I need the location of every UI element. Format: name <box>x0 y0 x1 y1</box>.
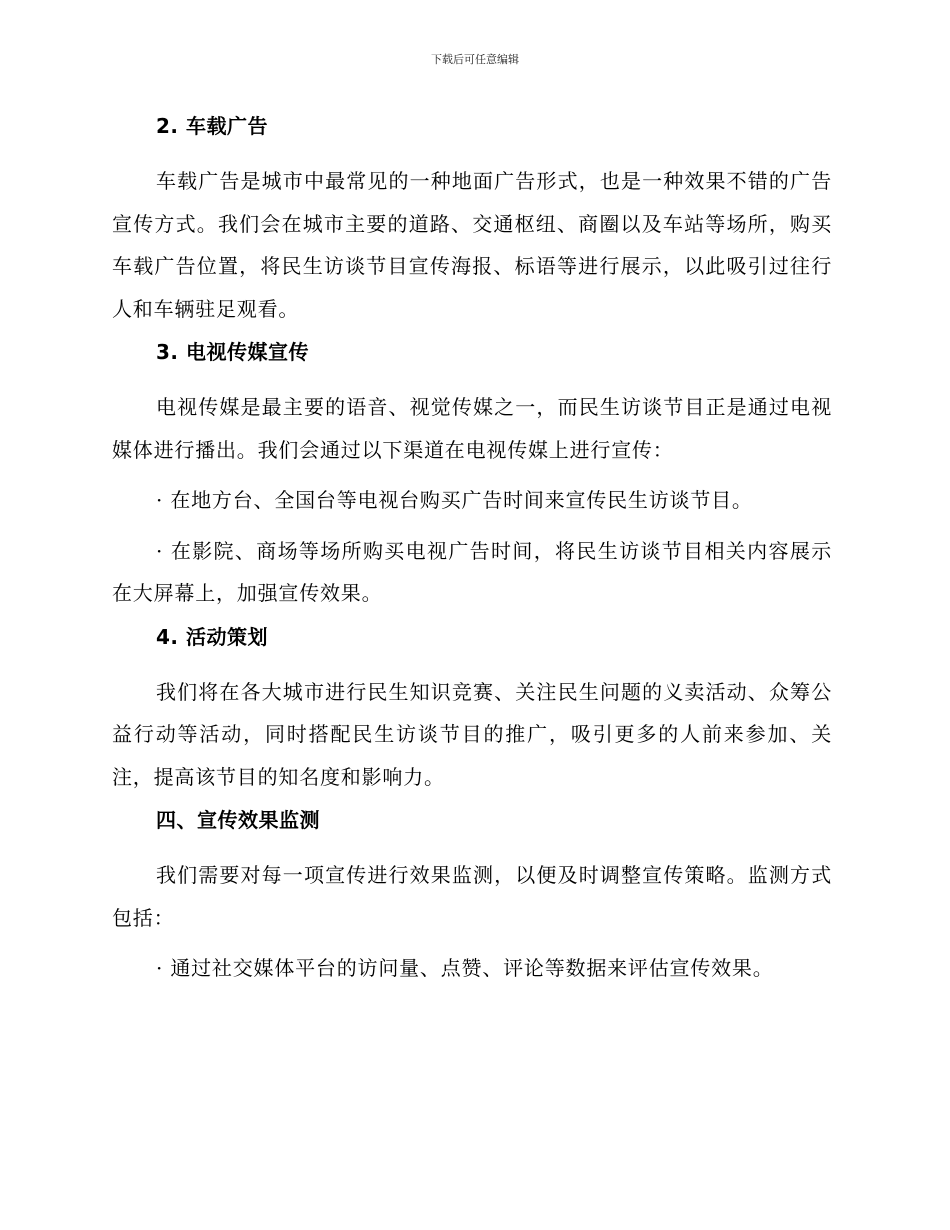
paragraph-events: 我们将在各大城市进行民生知识竞赛、关注民生问题的义卖活动、众筹公益行动等活动，同时搭配民生访谈节目的推广，吸引更多的人前来参加、关注，提高该节目的知名度和影响力。 <box>112 679 832 789</box>
section-heading-events: 4. 活动策划 <box>156 624 268 649</box>
document-body <box>112 112 832 998</box>
bullet-tv-media-2: · 在影院、商场等场所购买电视广告时间，将民生访谈节目相关内容展示在大屏幕上，加强宣传效果。 <box>112 538 832 605</box>
paragraph-monitoring: 我们需要对每一项宣传进行效果监测，以便及时调整宣传策略。监测方式包括： <box>112 863 832 930</box>
paragraph-tv-media: 电视传媒是最主要的语音、视觉传媒之一，而民生访谈节目正是通过电视媒体进行播出。我们会通过以下渠道在电视传媒上进行宣传： <box>112 395 832 462</box>
section-heading-tv-media: 3. 电视传媒宣传 <box>156 340 309 364</box>
section-heading-car-ads: 2. 车载广告 <box>156 114 268 138</box>
section-heading-monitoring: 四、宣传效果监测 <box>156 808 320 832</box>
page-header-note: 下载后可任意编辑 <box>431 53 519 66</box>
bullet-monitoring-1: · 通过社交媒体平台的访问量、点赞、评论等数据来评估宣传效果。 <box>156 956 774 980</box>
bullet-tv-media-1: · 在地方台、全国台等电视台购买广告时间来宣传民生访谈节目。 <box>156 488 753 512</box>
paragraph-car-ads: 车载广告是城市中最常见的一种地面广告形式，也是一种效果不错的广告宣传方式。我们会在城市主要的道路、交通枢纽、商圈以及车站等场所，购买车载广告位置，将民生访谈节目宣传海报、标语等进行展示，以此吸引过往行人和车辆驻足观看。 <box>112 169 832 321</box>
